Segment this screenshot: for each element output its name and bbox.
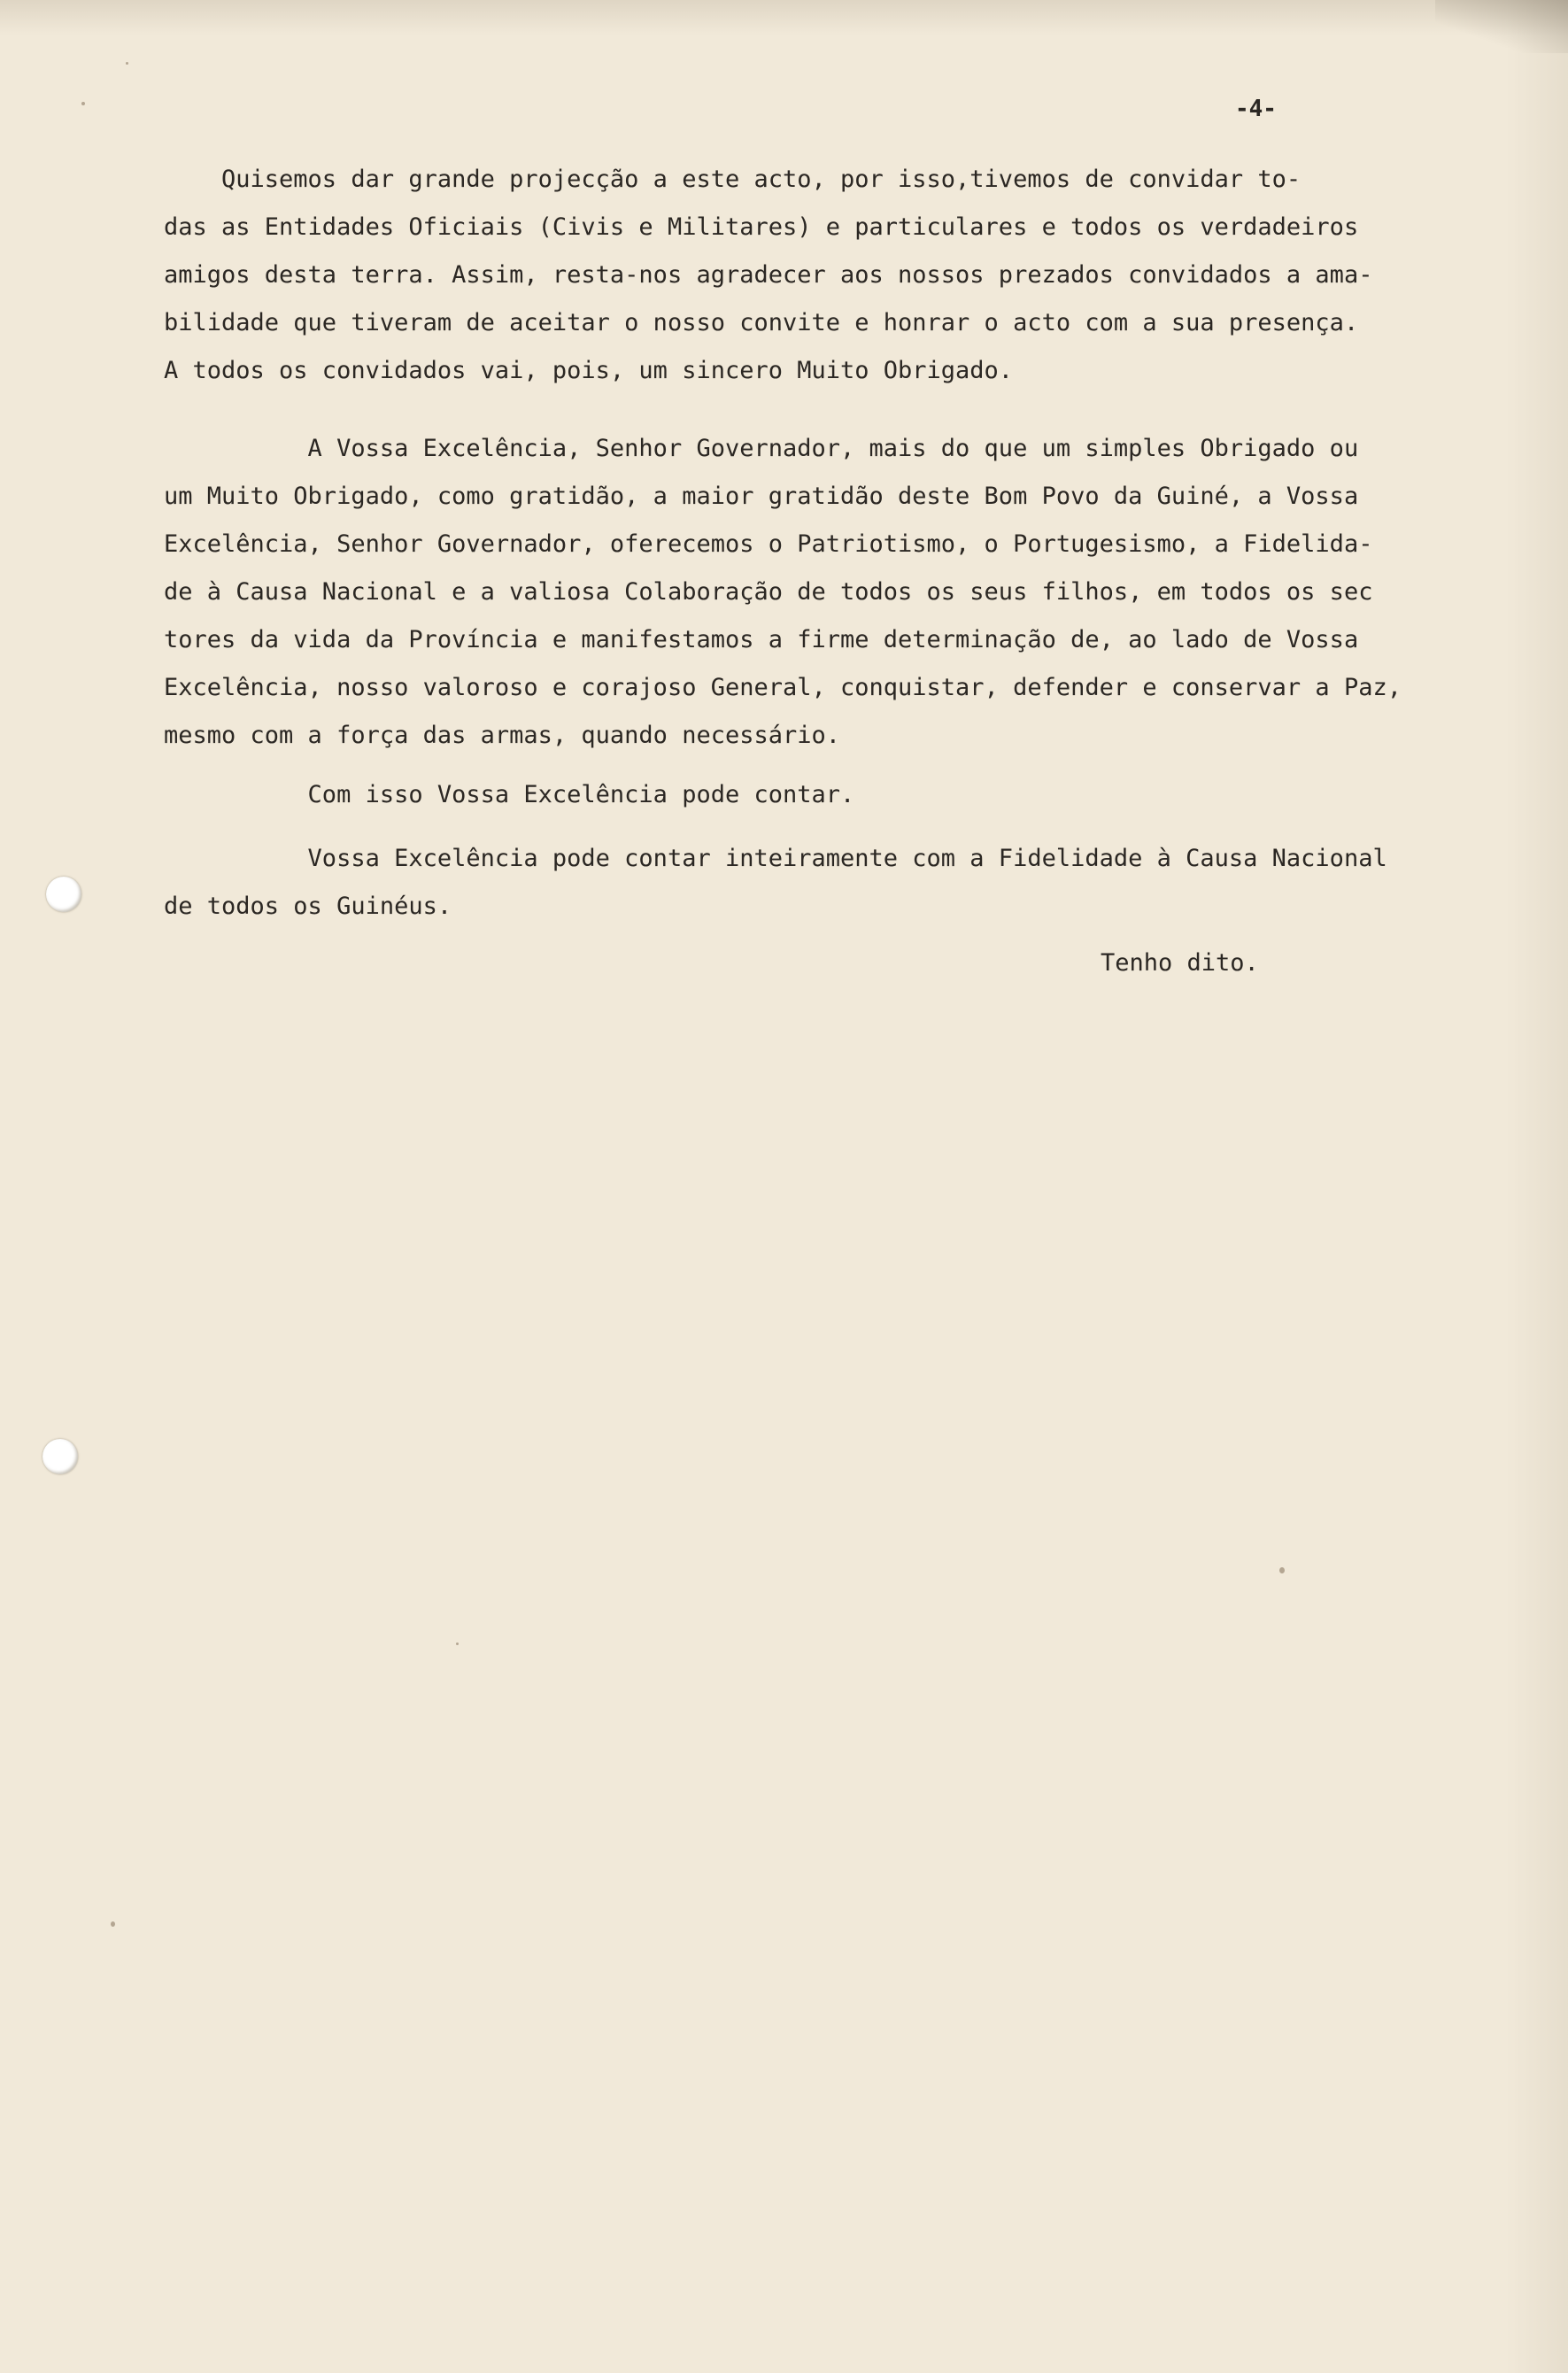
paragraph-1-line-4: bilidade que tiveram de aceitar o nosso convite e honrar o acto com a sua presença. [164,309,1359,336]
punch-hole-bottom [42,1439,78,1474]
paragraph-2-line-6: Excelência, nosso valoroso e corajoso General, conquistar, defender e conservar a Paz, [164,674,1402,701]
paragraph-1-line-5: A todos os convidados vai, pois, um sincero Muito Obrigado. [164,357,1014,384]
paragraph-2-line-4: de à Causa Nacional e a valiosa Colaboração de todos os seus filhos, em todos os sec [164,578,1373,606]
page-number: -4- [1235,96,1277,122]
paragraph-2-line-1: A Vossa Excelência, Senhor Governador, mais do que um simples Obrigado ou [164,435,1359,462]
paragraph-3-line-1: Com isso Vossa Excelência pode contar. [164,781,855,808]
paragraph-1-line-2: das as Entidades Oficiais (Civis e Militares) e particulares e todos os verdadeiros [164,213,1359,241]
page-top-shadow [0,0,1568,35]
paper-speck [111,1921,115,1927]
paragraph-4-line-2: de todos os Guinéus. [164,893,452,920]
paper-speck [456,1643,459,1645]
paragraph-2-line-2: um Muito Obrigado, como gratidão, a maior gratidão deste Bom Povo da Guiné, a Vossa [164,483,1359,510]
page-corner-fold [1435,0,1568,53]
paragraph-1-line-3: amigos desta terra. Assim, resta-nos agradecer aos nossos prezados convidados a ama- [164,261,1373,289]
paragraph-1-line-1: Quisemos dar grande projecção a este acto, por isso,tivemos de convidar to- [164,166,1302,193]
paper-speck [126,62,128,65]
paragraph-2-line-3: Excelência, Senhor Governador, oferecemos o Patriotismo, o Portugesismo, a Fidelida- [164,530,1373,558]
paper-speck [1279,1567,1285,1573]
closing-remark: Tenho dito. [1101,949,1259,977]
paragraph-4-line-1: Vossa Excelência pode contar inteiramente com a Fidelidade à Causa Nacional [164,845,1387,872]
paragraph-2-line-7: mesmo com a força das armas, quando necessário. [164,722,841,749]
paper-speck [81,102,85,105]
punch-hole-top [46,877,81,912]
page-right-shadow [1506,0,1568,2373]
paragraph-2-line-5: tores da vida da Província e manifestamos a firme determinação de, ao lado de Vossa [164,626,1359,653]
